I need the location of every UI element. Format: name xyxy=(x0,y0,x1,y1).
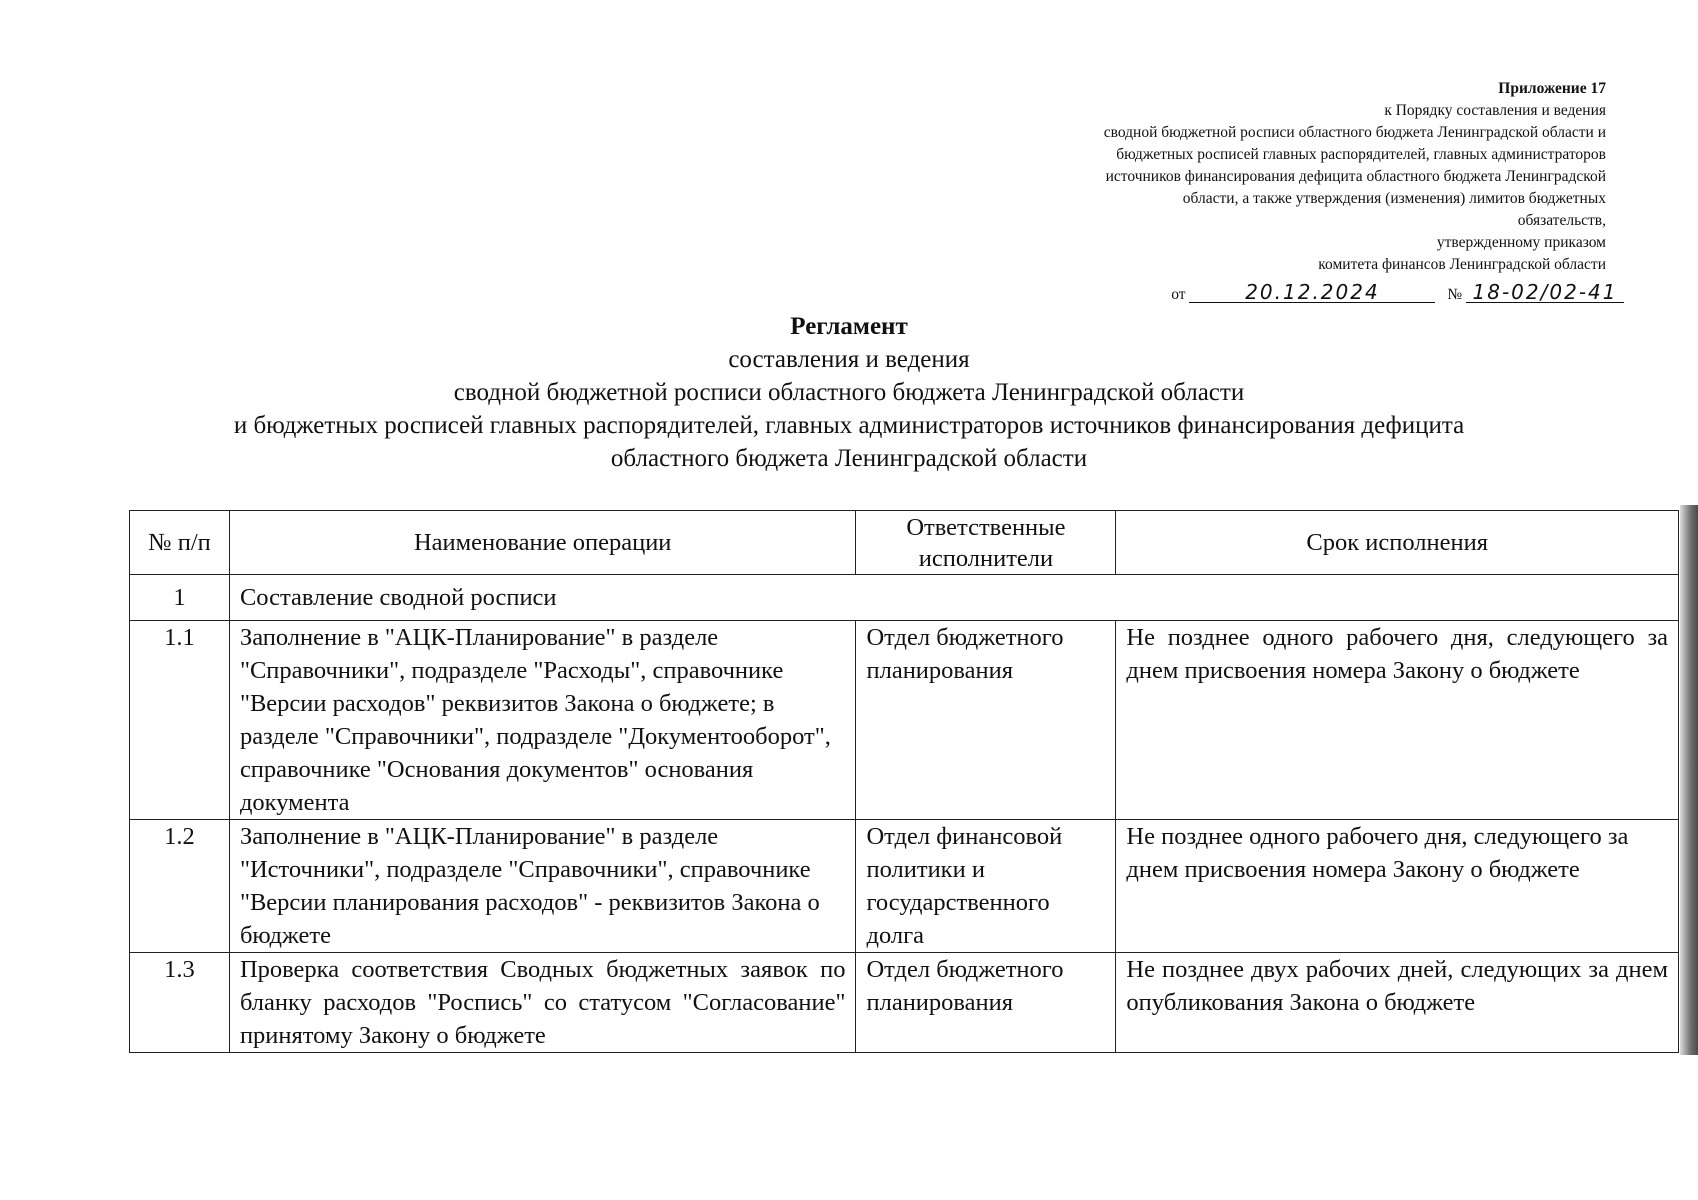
approval-block xyxy=(906,78,1606,276)
approval-line: области, а также утверждения (изменения) лимитов бюджетных xyxy=(1182,190,1606,207)
header-num: № п/п xyxy=(130,511,230,575)
row-deadline: Не позднее двух рабочих дней, следующих за днем опубликования Закона о бюджете xyxy=(1116,953,1679,1053)
row-operation: Проверка соответствия Сводных бюджетных заявок по бланку расходов "Роспись" со статусом "Согласование" принятому Закону о бюджете xyxy=(229,953,856,1053)
row-deadline: Не позднее одного рабочего дня, следующего за днем присвоения номера Закону о бюджете xyxy=(1116,820,1679,953)
number-label: № xyxy=(1447,286,1463,303)
approval-line: к Порядку составления и ведения xyxy=(1384,102,1606,119)
approval-line: источников финансирования дефицита областного бюджета Ленинградской xyxy=(1105,168,1606,185)
handwritten-date: 20.12.2024 xyxy=(1189,282,1435,303)
handwritten-number: 18-02/02-41 xyxy=(1466,282,1624,303)
row-responsible: Отдел финансовой политики и государственного долга xyxy=(856,820,1116,953)
section-num: 1 xyxy=(130,575,230,621)
table-row xyxy=(130,621,1679,820)
approval-line: сводной бюджетной росписи областного бюджета Ленинградской области и xyxy=(1103,124,1606,141)
row-num: 1.2 xyxy=(130,820,230,953)
title-line: составления и ведения xyxy=(728,346,970,373)
approval-line: утвержденному приказом xyxy=(1436,234,1606,251)
table-row xyxy=(130,820,1679,953)
title-main: Регламент xyxy=(790,313,908,340)
title-line: областного бюджета Ленинградской области xyxy=(610,445,1088,472)
row-responsible: Отдел бюджетного планирования xyxy=(856,953,1116,1053)
row-num: 1.3 xyxy=(130,953,230,1053)
table-header-row xyxy=(130,511,1679,575)
order-date-number xyxy=(1154,282,1624,304)
row-responsible: Отдел бюджетного планирования xyxy=(856,621,1116,820)
scan-edge-shadow xyxy=(1680,505,1698,1055)
header-operation: Наименование операции xyxy=(229,511,856,575)
table-row xyxy=(130,953,1679,1053)
row-deadline: Не позднее одного рабочего дня, следующего за днем присвоения номера Закону о бюджете xyxy=(1116,621,1679,820)
approval-line: бюджетных росписей главных распорядителей, главных администраторов xyxy=(1116,146,1606,163)
section-title: Составление сводной росписи xyxy=(229,575,1678,621)
approval-line: обязательств, xyxy=(1517,212,1606,229)
appendix-label: Приложение 17 xyxy=(1498,80,1606,97)
section-row xyxy=(130,575,1679,621)
row-num: 1.1 xyxy=(130,621,230,820)
title-line: и бюджетных росписей главных распорядителей, главных администраторов источников финансирования дефицита xyxy=(233,412,1465,439)
document-title xyxy=(0,310,1698,475)
regulation-table xyxy=(129,510,1679,1053)
row-operation: Заполнение в "АЦК-Планирование" в разделе "Справочники", подразделе "Расходы", справочнике "Версии расходов" реквизитов Закона о бюджете; в разделе "Справочники", подразделе "Документооборот", справочнике "Основания документов" основания документа xyxy=(229,621,856,820)
date-label: от xyxy=(1171,286,1186,303)
approval-line: комитета финансов Ленинградской области xyxy=(1318,256,1606,273)
header-responsible: Ответственные исполнители xyxy=(856,511,1116,575)
header-deadline: Срок исполнения xyxy=(1116,511,1679,575)
row-operation: Заполнение в "АЦК-Планирование" в разделе "Источники", подразделе "Справочники", справочнике "Версии планирования расходов" - реквизитов Закона о бюджете xyxy=(229,820,856,953)
title-line: сводной бюджетной росписи областного бюджета Ленинградской области xyxy=(453,379,1245,406)
